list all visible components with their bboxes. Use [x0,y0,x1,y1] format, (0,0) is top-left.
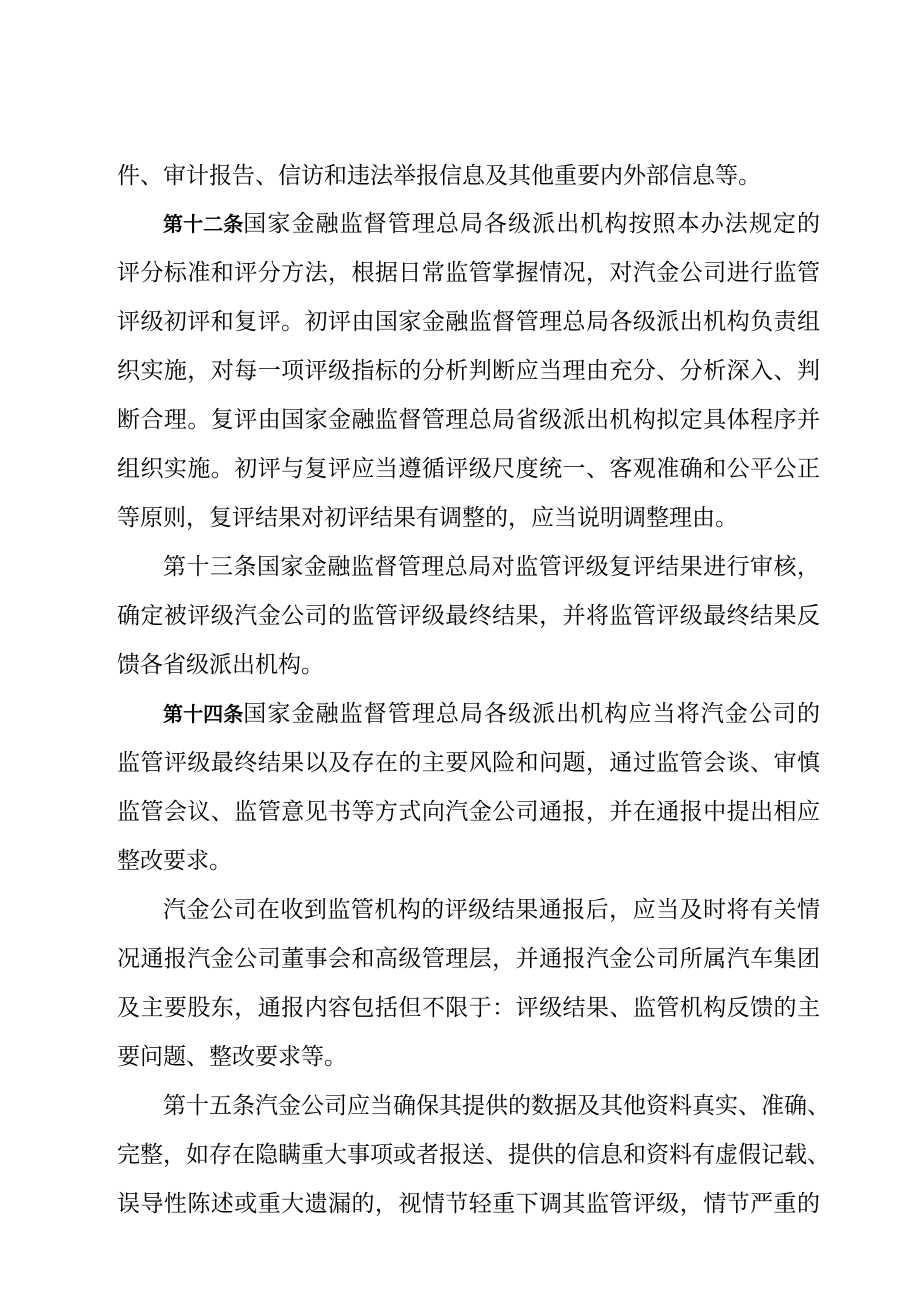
article-14-line-1 [163,697,820,731]
article-14-line-3: 监管会议、监管意见书等方式向汽金公司通报，并在通报中提出相应 [117,799,820,825]
article-12-line-1-text: 国家金融监督管理总局各级派出机构按照本办法规定的 [243,211,821,237]
article-15-line-3: 误导性陈述或重大遗漏的，视情节轻重下调其监管评级，情节严重的 [117,1191,820,1217]
article-14-line-2: 监管评级最终结果以及存在的主要风险和问题，通过监管会谈、审慎 [117,750,820,776]
article-12-line-3: 评级初评和复评。初评由国家金融监督管理总局各级派出机构负责组 [117,309,820,335]
article-15-line-2: 完整，如存在隐瞒重大事项或者报送、提供的信息和资料有虚假记载、 [117,1142,830,1168]
paragraph-5-line-1: 汽金公司在收到监管机构的评级结果通报后，应当及时将有关情 [163,897,820,923]
article-13-line-3: 馈各省级派出机构。 [117,652,324,678]
article-12-line-7: 等原则，复评结果对初评结果有调整的，应当说明调整理由。 [117,505,738,531]
article-12-line-6: 组织实施。初评与复评应当遵循评级尺度统一、客观准确和公平公正 [117,456,820,482]
article-13-line-2: 确定被评级汽金公司的监管评级最终结果，并将监管评级最终结果反 [117,603,820,629]
article-12-heading: 第十二条 [163,212,244,236]
article-14-heading: 第十四条 [163,702,244,726]
paragraph-5-line-4: 要问题、整改要求等。 [117,1044,347,1070]
paragraph-5-line-3: 及主要股东，通报内容包括但不限于：评级结果、监管机构反馈的主 [117,995,820,1021]
article-15-line-1: 第十五条汽金公司应当确保其提供的数据及其他资料真实、准确、 [163,1093,830,1119]
article-13-line-1: 第十三条国家金融监督管理总局对监管评级复评结果进行审核， [163,554,820,580]
paragraph-1-line-1: 件、审计报告、信访和违法举报信息及其他重要内外部信息等。 [117,163,761,189]
article-14-line-4: 整改要求。 [117,848,232,874]
article-12-line-4: 织实施，对每一项评级指标的分析判断应当理由充分、分析深入、判 [117,358,820,384]
paragraph-5-line-2: 况通报汽金公司董事会和高级管理层，并通报汽金公司所属汽车集团 [117,946,820,972]
article-14-line-1-text: 国家金融监督管理总局各级派出机构应当将汽金公司的 [243,701,821,727]
article-12-line-2: 评分标准和评分方法，根据日常监管掌握情况，对汽金公司进行监管 [117,260,820,286]
article-12-line-5: 断合理。复评由国家金融监督管理总局省级派出机构拟定具体程序并 [117,407,820,433]
article-12-line-1 [163,207,820,241]
